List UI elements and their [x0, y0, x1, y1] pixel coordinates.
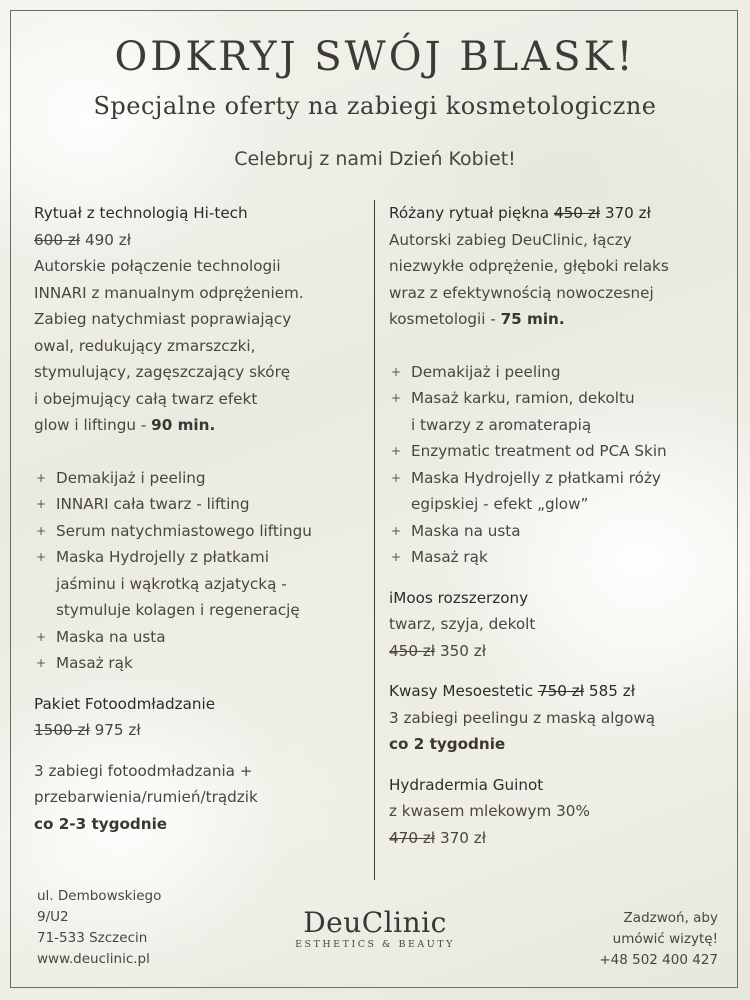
old-price: 750 zł — [537, 682, 585, 700]
duration: 75 min. — [500, 310, 565, 328]
desc-line: wraz z efektywnością nowoczesnej — [389, 283, 654, 302]
offer-title: Rytuał z technologią Hi-tech — [34, 204, 248, 222]
desc-line: owal, redukujący zmarszczki, — [34, 336, 256, 355]
desc-line: 3 zabiegi peelingu z maską algową — [389, 708, 656, 727]
bullet-icon: + — [36, 523, 47, 538]
offer-price — [34, 717, 369, 744]
bullet-icon: + — [391, 444, 402, 458]
page-title: ODKRYJ SWÓJ BLASK! — [114, 34, 636, 80]
bullet-icon: + — [36, 470, 47, 485]
list-item: + Maska Hydrojelly z płatkami róży — [389, 465, 729, 492]
old-price: 470 zł — [389, 828, 436, 847]
list-item: + Enzymatic treatment od PCA Skin — [389, 438, 729, 465]
address-unit: 9/U2 — [37, 909, 69, 925]
list-item: + Masaż karku, ramion, dekoltu — [389, 385, 729, 412]
bullet-icon: + — [391, 364, 402, 379]
new-price: 975 zł — [94, 721, 141, 739]
tagline: Celebruj z nami Dzień Kobiet! — [234, 148, 516, 170]
page-subtitle: Specjalne oferty na zabiegi kosmetologiczne — [93, 92, 657, 120]
offer-hitech — [34, 200, 369, 677]
old-price: 1500 zł — [34, 721, 90, 739]
list-item-cont: i twarzy z aromaterapią — [411, 415, 592, 434]
bullet-icon: + — [391, 523, 402, 538]
offer-price — [389, 638, 729, 665]
list-item: + Demakijaż i peeling — [389, 359, 729, 386]
bullet-icon: + — [36, 629, 47, 644]
offer-title: Kwasy Mesoestetic 750 zł 585 zł — [389, 682, 636, 700]
new-price: 585 zł — [588, 682, 636, 700]
bullet-icon: + — [36, 550, 47, 564]
bullet-icon: + — [391, 391, 402, 405]
address-block — [37, 886, 161, 970]
contact-block — [599, 908, 718, 971]
duration: 90 min. — [151, 416, 216, 434]
new-price: 370 zł — [604, 204, 651, 222]
bullet-icon: + — [36, 497, 47, 511]
list-item: + Masaż rąk — [389, 544, 729, 571]
offer-title: Pakiet Fotoodmładzanie — [34, 694, 216, 713]
old-price: 600 zł — [34, 230, 81, 249]
address-street: ul. Dembowskiego — [37, 888, 162, 904]
desc-line: stymulujący, zagęszczający skórę — [34, 363, 291, 381]
old-price: 450 zł — [553, 204, 601, 222]
list-item-cont: jaśminu i wąkrotką azjatycką - — [56, 574, 287, 593]
offer-rose — [389, 200, 729, 571]
desc-line: Autorskie połączenie technologii — [34, 257, 281, 275]
offer-photo — [34, 691, 369, 838]
logo-tagline: ESTHETICS & BEAUTY — [295, 939, 455, 950]
desc-line: Autorski zabieg DeuClinic, łączy — [389, 230, 632, 249]
offer-kwasy — [389, 678, 729, 758]
desc-line: INNARI z manualnym odprężeniem. — [34, 283, 304, 302]
desc-line: twarz, szyja, dekolt — [389, 615, 536, 633]
offer-hydra — [389, 772, 729, 852]
list-item-cont: stymuluje kolagen i regenerację — [56, 601, 300, 619]
bullet-icon: + — [36, 656, 47, 670]
desc-line: przebarwienia/rumień/trądzik — [34, 788, 258, 806]
offer-title: iMoos rozszerzony — [389, 588, 529, 607]
old-price: 450 zł — [389, 641, 436, 660]
list-item: + Masaż rąk — [34, 650, 369, 677]
new-price: 350 zł — [439, 641, 487, 660]
desc-line: Zabieg natychmiast poprawiający — [34, 310, 292, 328]
phone-number[interactable]: +48 502 400 427 — [599, 952, 718, 968]
bullet-icon: + — [391, 470, 402, 485]
desc-line: z kwasem mlekowym 30% — [389, 802, 590, 820]
list-item: + Maska Hydrojelly z płatkami — [34, 544, 369, 571]
offer-imoos — [389, 585, 729, 665]
desc-line: niezwykłe odprężenie, głęboki relaks — [389, 257, 669, 275]
list-item: + Serum natychmiastowego liftingu — [34, 518, 369, 545]
desc-line — [34, 412, 369, 439]
call-to-action: Zadzwoń, aby — [623, 910, 718, 926]
list-item: + INNARI cała twarz - lifting — [34, 491, 369, 518]
offer-price — [389, 825, 729, 852]
left-column — [34, 200, 369, 837]
right-column — [389, 200, 729, 851]
list-item-cont: egipskiej - efekt „glow” — [411, 495, 589, 513]
desc-line-text: glow i liftingu - — [34, 416, 147, 434]
new-price: 490 zł — [84, 230, 132, 249]
column-divider — [374, 200, 375, 880]
logo-wordmark: DeuClinic — [303, 906, 447, 939]
address-city: 71-533 Szczecin — [37, 930, 148, 946]
logo — [270, 906, 480, 950]
desc-line: i obejmujący całą twarz efekt — [34, 389, 258, 408]
frequency: co 2-3 tygodnie — [34, 814, 168, 833]
list-item: + Maska na usta — [34, 624, 369, 651]
desc-line: kosmetologii - 75 min. — [389, 310, 565, 328]
new-price: 370 zł — [439, 828, 487, 847]
list-item: + Demakijaż i peeling — [34, 465, 369, 492]
offer-price — [34, 227, 369, 254]
frequency: co 2 tygodnie — [389, 735, 506, 753]
website-link[interactable]: www.deuclinic.pl — [37, 951, 150, 967]
call-to-action-2: umówić wizytę! — [612, 931, 718, 947]
desc-line: 3 zabiegi fotoodmładzania + — [34, 761, 253, 780]
offer-title: Hydradermia Guinot — [389, 775, 544, 794]
bullet-icon: + — [391, 550, 402, 564]
offer-title: Różany rytuał piękna 450 zł 370 zł — [389, 204, 651, 222]
list-item: + Maska na usta — [389, 518, 729, 545]
